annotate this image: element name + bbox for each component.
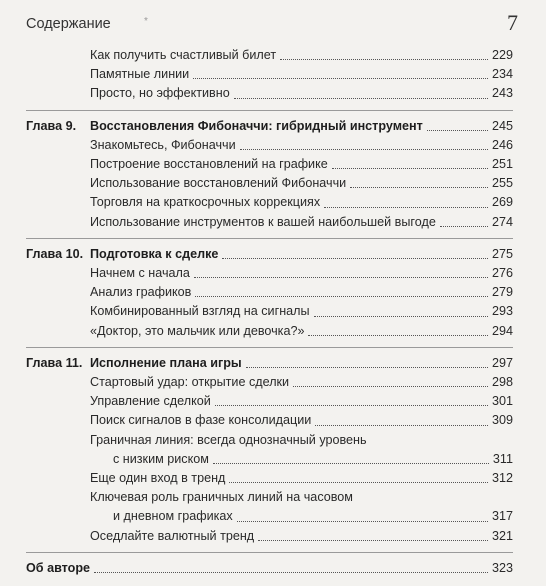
dot-leader [234, 98, 488, 99]
entry-page: 255 [491, 176, 513, 191]
toc-entry[interactable] [26, 392, 513, 411]
about-title: Об авторе [26, 560, 91, 575]
entry-page: 294 [491, 323, 513, 338]
header-ornament: * [144, 16, 148, 27]
dot-leader [324, 207, 488, 208]
entry-title: Оседлайте валютный тренд [90, 528, 255, 543]
toc-entry[interactable] [26, 411, 513, 430]
entry-title-line1: Ключевая роль граничных линий на часовом [90, 490, 353, 505]
toc-entry[interactable] [26, 174, 513, 193]
entry-page: 309 [491, 413, 513, 428]
toc-entry[interactable] [26, 213, 513, 232]
entry-title: Использование восстановлений Фибоначчи [90, 176, 347, 191]
entry-page: 293 [491, 304, 513, 319]
entry-title: Начнем с начала [90, 266, 190, 281]
chapter-page: 275 [491, 246, 513, 261]
toc-entry-multiline[interactable] [26, 488, 513, 526]
toc-entry[interactable] [26, 302, 513, 321]
entry-title: Стартовый удар: открытие сделки [90, 375, 290, 390]
entry-page: 311 [492, 451, 513, 466]
toc-entry[interactable] [26, 527, 513, 546]
entry-title-line1: Граничная линия: всегда однозначный уровень [90, 432, 367, 447]
dot-leader [215, 405, 488, 406]
entry-page: 246 [491, 137, 513, 152]
dot-leader [240, 149, 488, 150]
dot-leader [213, 463, 489, 464]
dot-leader [193, 78, 488, 79]
entry-title: Анализ графиков [90, 285, 192, 300]
entry-title: Комбинированный взгляд на сигналы [90, 304, 310, 319]
entry-page: 312 [491, 471, 513, 486]
chapter-page: 297 [491, 355, 513, 370]
toc-group-chapter-10 [26, 238, 513, 341]
entry-page: 321 [491, 528, 513, 543]
chapter-heading[interactable] [26, 354, 513, 373]
table-of-contents [26, 46, 513, 578]
entry-title: «Доктор, это мальчик или девочка?» [90, 323, 305, 338]
toc-entry[interactable] [26, 264, 513, 283]
toc-entry[interactable] [26, 283, 513, 302]
toc-group-about [26, 552, 513, 578]
entry-title: Торговля на краткосрочных коррекциях [90, 195, 321, 210]
chapter-heading[interactable] [26, 117, 513, 136]
dot-leader [222, 258, 488, 259]
entry-page: 251 [491, 157, 513, 172]
toc-entry[interactable] [26, 46, 513, 65]
section-title: Содержание [26, 16, 111, 32]
entry-page: 234 [491, 67, 513, 82]
toc-entry[interactable] [26, 322, 513, 341]
about-page: 323 [491, 560, 513, 575]
entry-page: 274 [491, 214, 513, 229]
dot-leader [315, 425, 488, 426]
chapter-label: Глава 10. [26, 246, 84, 261]
page-header [26, 12, 520, 36]
entry-title: Построение восстановлений на графике [90, 157, 328, 172]
chapter-title: Подготовка к сделке [90, 246, 219, 261]
dot-leader [293, 386, 488, 387]
toc-group-chapter-9 [26, 110, 513, 232]
toc-group [26, 46, 513, 104]
entry-page: 243 [491, 86, 513, 101]
entry-page: 269 [491, 195, 513, 210]
dot-leader [308, 335, 488, 336]
dot-leader [427, 130, 488, 131]
entry-title: Использование инструментов к вашей наибольшей выгоде [90, 214, 436, 229]
entry-title: Как получить счастливый билет [90, 48, 277, 62]
dot-leader [94, 572, 488, 573]
entry-title: Памятные линии [90, 67, 190, 82]
chapter-label: Глава 11. [26, 355, 83, 370]
entry-page: 298 [491, 375, 513, 390]
toc-entry[interactable] [26, 155, 513, 174]
dot-leader [440, 226, 488, 227]
chapter-title: Исполнение плана игры [90, 355, 242, 370]
dot-leader [229, 482, 488, 483]
dot-leader [350, 187, 488, 188]
toc-entry[interactable] [26, 193, 513, 212]
toc-entry[interactable] [26, 373, 513, 392]
toc-entry[interactable] [26, 65, 513, 84]
entry-page: 276 [491, 266, 513, 281]
page-number: 7 [507, 10, 518, 35]
chapter-title: Восстановления Фибоначчи: гибридный инструмент [90, 118, 423, 133]
toc-entry[interactable] [26, 84, 513, 103]
entry-title-line2: и дневном графиках [113, 509, 233, 524]
dot-leader [280, 59, 488, 60]
entry-title: Просто, но эффективно [90, 86, 230, 101]
dot-leader [314, 316, 488, 317]
toc-entry[interactable] [26, 136, 513, 155]
toc-group-chapter-11 [26, 347, 513, 546]
dot-leader [246, 367, 488, 368]
entry-title: Знакомьтесь, Фибоначчи [90, 137, 236, 152]
entry-title: Еще один вход в тренд [90, 471, 226, 486]
dot-leader [195, 296, 488, 297]
chapter-label: Глава 9. [26, 118, 77, 133]
dot-leader [194, 277, 488, 278]
toc-entry[interactable] [26, 469, 513, 488]
entry-page: 317 [491, 509, 513, 524]
entry-page: 301 [491, 394, 513, 409]
entry-page: 229 [491, 48, 513, 62]
about-author-entry[interactable] [26, 559, 513, 578]
chapter-page: 245 [491, 118, 513, 133]
dot-leader [332, 168, 488, 169]
entry-title: Управление сделкой [90, 394, 211, 409]
chapter-heading[interactable] [26, 245, 513, 264]
entry-title: Поиск сигналов в фазе консолидации [90, 413, 312, 428]
entry-title-line2: с низким риском [113, 451, 209, 466]
entry-page: 279 [491, 285, 513, 300]
toc-entry-multiline[interactable] [26, 431, 513, 469]
dot-leader [237, 521, 488, 522]
dot-leader [258, 540, 488, 541]
